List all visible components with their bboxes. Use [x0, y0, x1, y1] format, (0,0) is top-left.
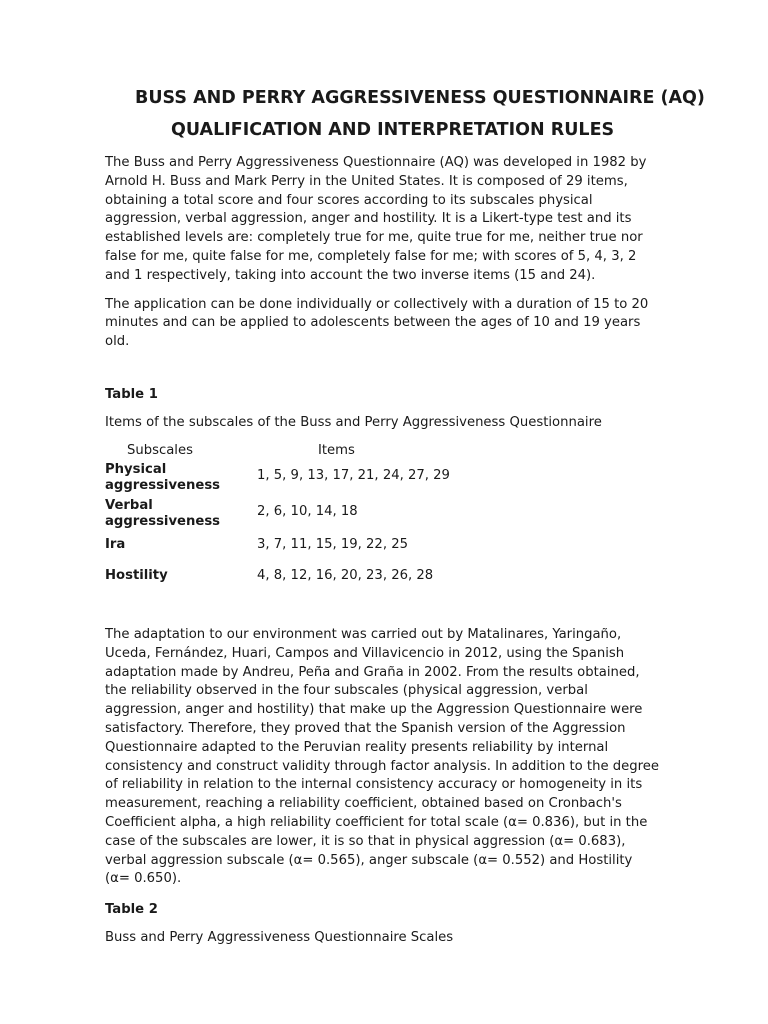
- intro-paragraph: The Buss and Perry Aggressiveness Questionnaire (AQ) was developed in 1982 by Arnold H. Buss and Mark Perry in the United States. It is composed of 29 items, obtaining a total score and four scores according to its subscales physical aggression, verbal aggression, anger and hostility. It is a Likert-type test and its established levels are: completely true for me, quite true for me, neither true nor false for me, quite false for me, completely false for me; with scores of 5, 4, 3, 2 and 1 respectively, taking into account the two inverse items (15 and 24).: [105, 155, 647, 283]
- table-header-row: [105, 440, 450, 462]
- document-title: BUSS AND PERRY AGGRESSIVENESS QUESTIONNAIRE (AQ): [135, 88, 705, 108]
- subscale-name: Hostility: [105, 567, 168, 583]
- items-cell: 3, 7, 11, 15, 19, 22, 25: [257, 536, 408, 552]
- subscale-cell: [105, 498, 257, 534]
- items-cell: 4, 8, 12, 16, 20, 23, 26, 28: [257, 567, 434, 583]
- subscale-name: Physical aggressiveness: [105, 461, 221, 493]
- items-cell: 1, 5, 9, 13, 17, 21, 24, 27, 29: [257, 467, 450, 483]
- subscales-table: [105, 440, 450, 596]
- document-subtitle: QUALIFICATION AND INTERPRETATION RULES: [171, 120, 615, 140]
- table1-caption: Items of the subscales of the Buss and Perry Aggressiveness Questionnaire: [105, 414, 602, 430]
- subscale-cell: [105, 534, 257, 565]
- subscale-cell: [105, 565, 257, 596]
- subscale-name: Ira: [105, 536, 126, 552]
- table-row: [105, 565, 450, 596]
- adaptation-paragraph: The adaptation to our environment was carried out by Matalinares, Yaringaño, Uceda, Fernández, Huari, Campos and Villavicencio in 2012, using the Spanish adaptation made by Andreu, Peña and Graña in 2002. From the results obtained, the reliability observed in the four subscales (physical aggression, verbal aggression, anger and hostility) that make up the Aggression Questionnaire were satisfactory. Therefore, they proved that the Spanish version of the Aggression Questionnaire adapted to the Peruvian reality presents reliability by internal consistency and construct validity through factor analysis. In addition to the degree of reliability in relation to the internal consistency accuracy or homogeneity in its measurement, reaching a reliability coefficient, obtained based on Cronbach's Coefficient alpha, a high reliability coefficient for total scale (α= 0.836), but in the case of the subscales are lower, it is so that in physical aggression (α= 0.683), verbal aggression subscale (α= 0.565), anger subscale (α= 0.552) and Hostility (α= 0.650).: [105, 626, 659, 887]
- header-items: Items: [318, 443, 355, 459]
- table2-caption: Buss and Perry Aggressiveness Questionnaire Scales: [105, 930, 454, 946]
- items-cell: 2, 6, 10, 14, 18: [257, 503, 358, 519]
- application-paragraph: The application can be done individually or collectively with a duration of 15 to 20 minutes and can be applied to adolescents between the ages of 10 and 19 years old.: [105, 296, 649, 350]
- subscale-cell: [105, 462, 257, 498]
- table2-label: Table 2: [105, 902, 158, 918]
- table-row: [105, 498, 450, 534]
- header-subscales: Subscales: [127, 443, 193, 459]
- table1-label: Table 1: [105, 386, 158, 402]
- subscale-name: Verbal aggressiveness: [105, 497, 221, 529]
- table-row: [105, 534, 450, 565]
- table-row: [105, 462, 450, 498]
